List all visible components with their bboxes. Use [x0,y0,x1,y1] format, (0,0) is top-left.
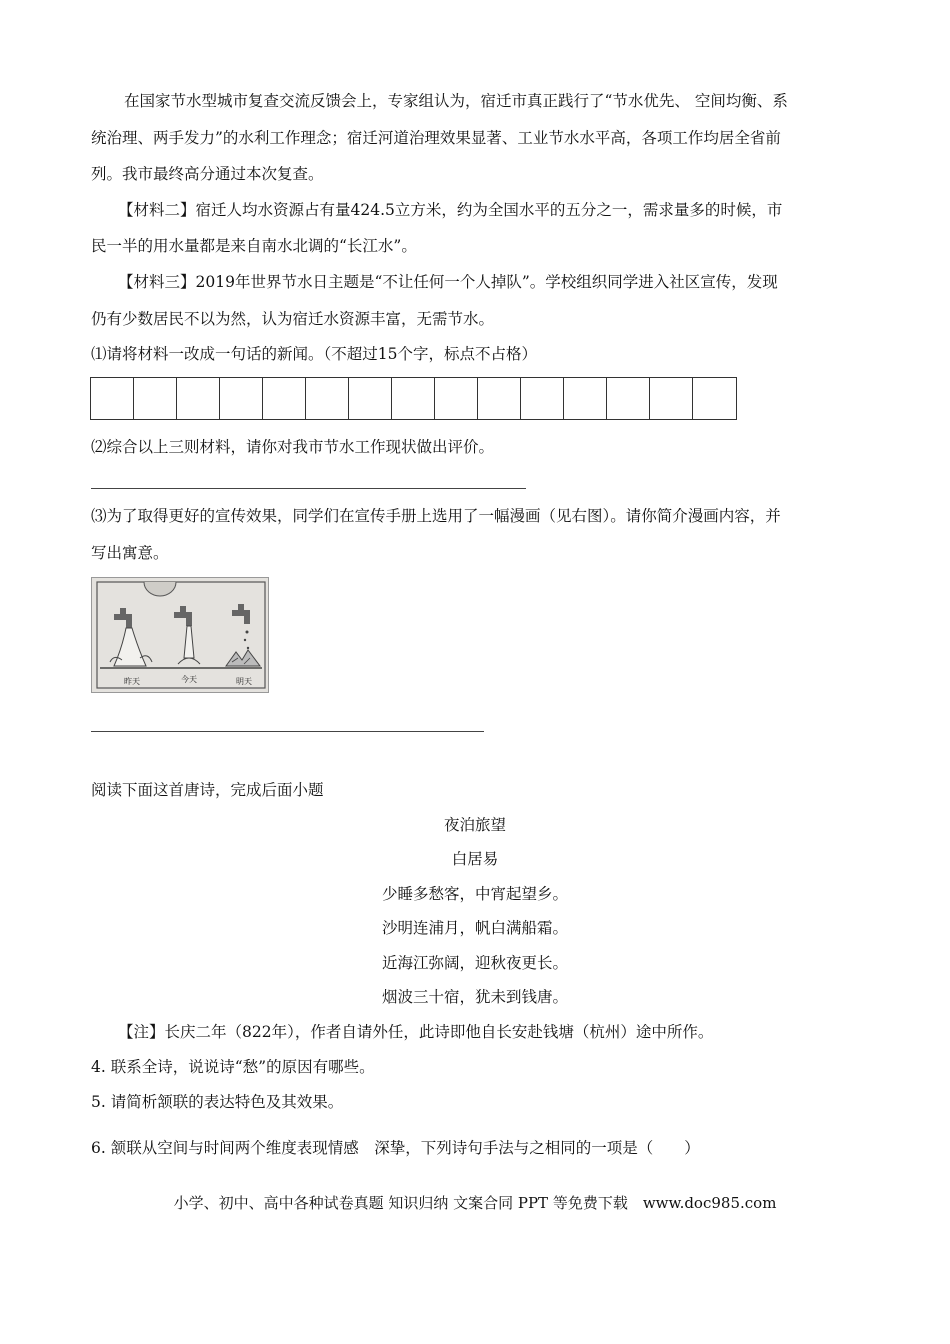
poem-line-2: 沙明连浦月，帆白满船霜。 [381,919,568,937]
water-tap-cartoon [91,577,269,693]
question-5: 5. 请简析颔联的表达特色及其效果。 [91,1093,344,1111]
cartoon-label-today: 今天 [181,675,197,684]
answer-cell[interactable] [91,378,134,419]
poem-author: 白居易 [451,850,499,868]
answer-cell[interactable] [177,378,220,419]
material-three-line-1: 【材料三】2019年世界节水日主题是“不让任何一个人掉队”。学校组织同学进入社区宣传，发现 [118,273,778,291]
answer-cell[interactable] [435,378,478,419]
answer-cell[interactable] [392,378,435,419]
question-1: ⑴请将材料一改成一句话的新闻。（不超过15个字，标点不占格） [91,345,537,363]
cartoon-label-yesterday: 昨天 [124,677,140,686]
answer-cell[interactable] [607,378,650,419]
cartoon-drawing [92,578,269,693]
answer-cell[interactable] [521,378,564,419]
poem-line-1: 少睡多愁客，中宵起望乡。 [381,885,568,903]
poem-intro: 阅读下面这首唐诗，完成后面小题 [91,781,324,799]
poem-note: 【注】长庆二年（822年），作者自请外任，此诗即他自长安赴钱塘（杭州）途中所作。 [118,1023,714,1041]
cartoon-label-tomorrow: 明天 [236,677,252,686]
answer-cell[interactable] [478,378,521,419]
answer-cell[interactable] [693,378,736,419]
poem-title: 夜泊旅望 [443,816,506,834]
material-three-line-2: 仍有少数居民不以为然，认为宿迁水资源丰富，无需节水。 [91,310,495,328]
passage-line-2: 统治理、两手发力”的水利工作理念；宿迁河道治理效果显著、工业节水水平高，各项工作均居全省前 [91,129,781,147]
answer-cell[interactable] [134,378,177,419]
answer-grid [90,377,737,420]
poem-line-3: 近海江弥阔，迎秋夜更长。 [381,954,568,972]
passage-line-3: 列。我市最终高分通过本次复查。 [91,165,324,183]
material-two-line-1: 【材料二】宿迁人均水资源占有量424.5立方米，约为全国水平的五分之一，需求量多的时候，市 [118,201,783,219]
question-3-line-1: ⑶为了取得更好的宣传效果，同学们在宣传手册上选用了一幅漫画（见右图）。请你简介漫画内容，并 [91,507,781,525]
question-4: 4. 联系全诗，说说诗“愁”的原因有哪些。 [91,1058,375,1076]
answer-cell[interactable] [650,378,693,419]
answer-line-q3[interactable] [91,731,484,732]
question-6: 6. 颔联从空间与时间两个维度表现情感 深挚，下列诗句手法与之相同的一项是（ ） [91,1139,700,1157]
answer-cell[interactable] [349,378,392,419]
answer-cell[interactable] [220,378,263,419]
passage-line-1: 在国家节水型城市复查交流反馈会上，专家组认为，宿迁市真正践行了“节水优先、 空间均衡、系 [124,92,788,110]
answer-cell[interactable] [564,378,607,419]
question-2: ⑵综合以上三则材料，请你对我市节水工作现状做出评价。 [91,438,495,456]
answer-line-q2[interactable] [91,488,526,489]
question-3-line-2: 写出寓意。 [91,544,169,562]
answer-cell[interactable] [306,378,349,419]
poem-line-4: 烟波三十宿，犹未到钱唐。 [381,988,568,1006]
material-two-line-2: 民一半的用水量都是来自南水北调的“长江水”。 [91,237,417,255]
page-footer: 小学、初中、高中各种试卷真题 知识归纳 文案合同 PPT 等免费下载 www.doc985.com [173,1194,777,1212]
answer-cell[interactable] [263,378,306,419]
